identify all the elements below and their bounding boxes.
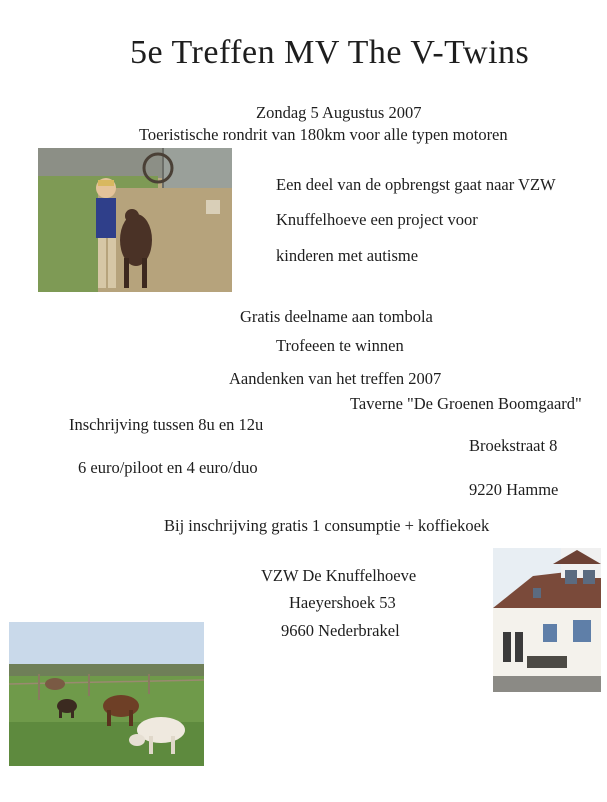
charity-line-3: kinderen met autisme <box>276 246 419 265</box>
ride-description: Toeristische rondrit van 180km voor alle typen motoren <box>139 125 508 144</box>
tombola-text: Gratis deelname aan tombola <box>240 307 433 326</box>
registration-bonus: Bij inschrijving gratis 1 consumptie + koffiekoek <box>164 516 490 535</box>
price-text: 6 euro/piloot en 4 euro/duo <box>78 458 258 477</box>
org-street: Haeyershoek 53 <box>289 593 396 612</box>
charity-line-1: Een deel van de opbrengst gaat naar VZW <box>276 175 556 194</box>
venue-name: Taverne "De Groenen Boomgaard" <box>350 394 582 413</box>
venue-street: Broekstraat 8 <box>469 436 558 455</box>
event-date: Zondag 5 Augustus 2007 <box>256 103 422 122</box>
photo-ponies <box>9 622 204 766</box>
page-title: 5e Treffen MV The V-Twins <box>130 34 530 71</box>
venue-city: 9220 Hamme <box>469 480 559 499</box>
photo-farmhouse <box>493 548 601 692</box>
org-city: 9660 Nederbrakel <box>281 621 400 640</box>
registration-time: Inschrijving tussen 8u en 12u <box>69 415 264 434</box>
org-name: VZW De Knuffelhoeve <box>261 566 417 585</box>
trophies-text: Trofeeen te winnen <box>276 336 404 355</box>
charity-line-2: Knuffelhoeve een project voor <box>276 210 478 229</box>
photo-child-with-goat <box>38 148 232 292</box>
souvenir-text: Aandenken van het treffen 2007 <box>229 369 442 388</box>
